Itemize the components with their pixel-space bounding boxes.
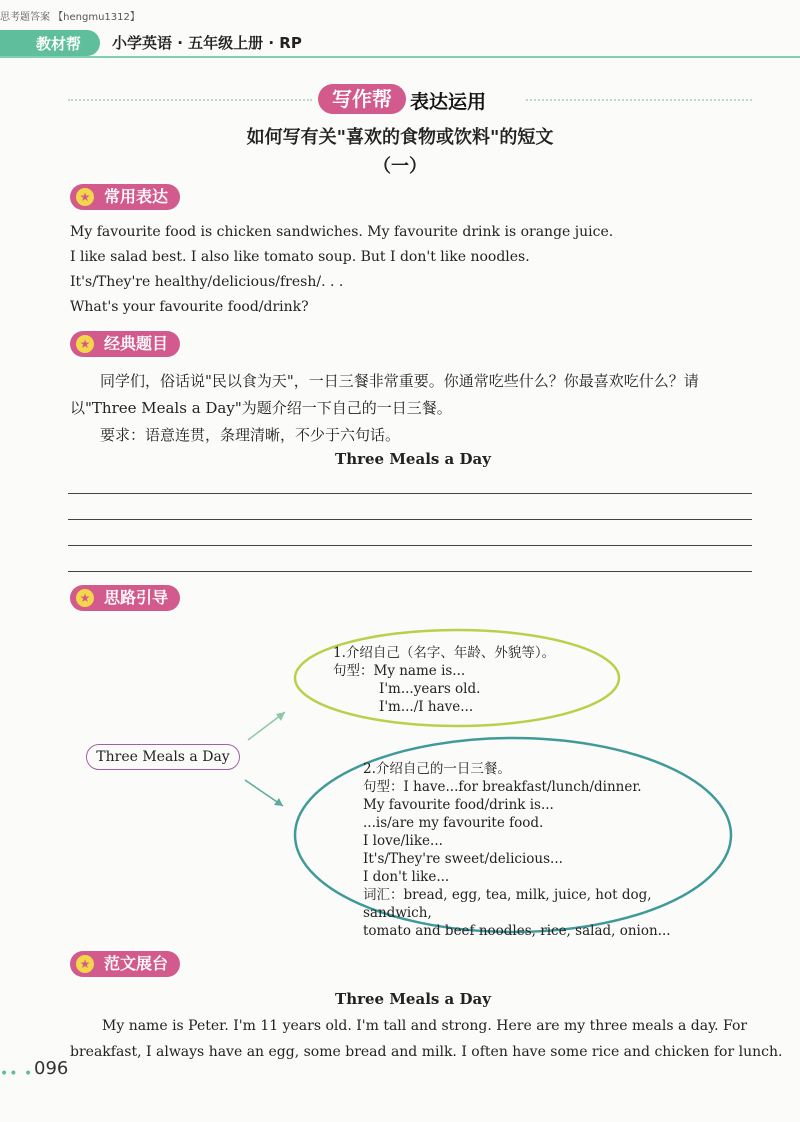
star-icon: ★	[76, 955, 94, 973]
task-requirements: 要求：语意连贯，条理清晰，不少于六句话。	[100, 426, 401, 444]
writing-line[interactable]	[68, 493, 752, 494]
expression-line: What's your favourite food/drink?	[70, 299, 309, 315]
bubble-2-line: My favourite food/drink is...	[363, 797, 554, 813]
section-sample	[70, 951, 180, 977]
star-icon: ★	[76, 589, 94, 607]
bubble-2-line: I love/like...	[363, 833, 443, 849]
bubble-2-line: tomato and beef noodles, rice, salad, onion...	[363, 923, 671, 939]
mindmap-topic: Three Meals a Day	[86, 744, 240, 770]
bubble-2-line: 2.介绍自己的一日三餐。	[363, 761, 511, 777]
page-number: 096	[34, 1058, 69, 1079]
header-tab-label: 教材帮	[36, 35, 82, 53]
bubble-1-line: 1.介绍自己（名字、年龄、外貌等）。	[333, 645, 556, 661]
section-label: 范文展台	[104, 954, 169, 973]
task-heading: Three Meals a Day	[335, 450, 491, 468]
header-top-note: 思考题答案 【hengmu1312】	[0, 12, 140, 23]
writing-banner	[318, 84, 518, 114]
bubble-2-line: I don't like...	[363, 869, 450, 885]
bubble-1-text	[333, 644, 603, 716]
writing-line[interactable]	[68, 545, 752, 546]
arrow-down-head	[274, 798, 283, 806]
expression-line: I like salad best. I also like tomato soup. But I don't like noodles.	[70, 249, 530, 265]
bubble-2-line: 句型：I have...for breakfast/lunch/dinner.	[363, 779, 642, 795]
star-icon: ★	[76, 335, 94, 353]
bubble-2-line: ...is/are my favourite food.	[363, 815, 544, 831]
task-line-1: 同学们，俗话说"民以食为天"，一日三餐非常重要。你通常吃些什么？你最喜欢吃什么？请	[100, 372, 699, 390]
header-rule	[0, 56, 800, 58]
page-title: 如何写有关"喜欢的食物或饮料"的短文	[246, 127, 554, 148]
writing-line[interactable]	[68, 571, 752, 572]
section-label: 常用表达	[104, 187, 169, 206]
section-label: 经典题目	[104, 334, 169, 353]
expression-line: My favourite food is chicken sandwiches. My favourite drink is orange juice.	[70, 224, 614, 240]
sample-line-1: My name is Peter. I'm 11 years old. I'm tall and strong. Here are my three meals a day. For	[102, 1018, 748, 1034]
bubble-1-line: I'm...years old.	[379, 681, 481, 697]
bubble-1-line: 句型：My name is...	[333, 663, 466, 679]
common-expressions-list	[70, 220, 770, 320]
bubble-2-line: 词汇：bread, egg, tea, milk, juice, hot dog, sandwich,	[363, 887, 652, 921]
page-subtitle: （一）	[373, 156, 427, 177]
task-line-2: 以"Three Meals a Day"为题介绍一下自己的一日三餐。	[70, 399, 452, 417]
arrow-up-head	[276, 712, 285, 721]
star-icon: ★	[76, 188, 94, 206]
writing-line[interactable]	[68, 519, 752, 520]
banner-dotted-right	[526, 99, 752, 101]
section-label: 思路引导	[104, 588, 169, 607]
bubble-1-line: I'm.../I have...	[379, 699, 474, 715]
sample-line-2: breakfast, I always have an egg, some bread and milk. I often have some rice and chicken for lunch.	[70, 1044, 783, 1060]
expression-line: It's/They're healthy/delicious/fresh/. . .	[70, 274, 344, 290]
header-tab	[0, 30, 100, 56]
bubble-2-text	[363, 760, 713, 940]
bubble-2-line: It's/They're sweet/delicious...	[363, 851, 563, 867]
sample-heading: Three Meals a Day	[335, 990, 491, 1008]
banner-pill: 写作帮	[318, 84, 406, 114]
header-title: 小学英语 · 五年级上册 · RP	[112, 34, 302, 52]
banner-dotted-left	[68, 99, 312, 101]
banner-subtitle: 表达运用	[410, 91, 487, 113]
section-common-expressions	[70, 184, 180, 210]
page-dots: •• •	[0, 1066, 34, 1082]
section-classic-task	[70, 331, 180, 357]
